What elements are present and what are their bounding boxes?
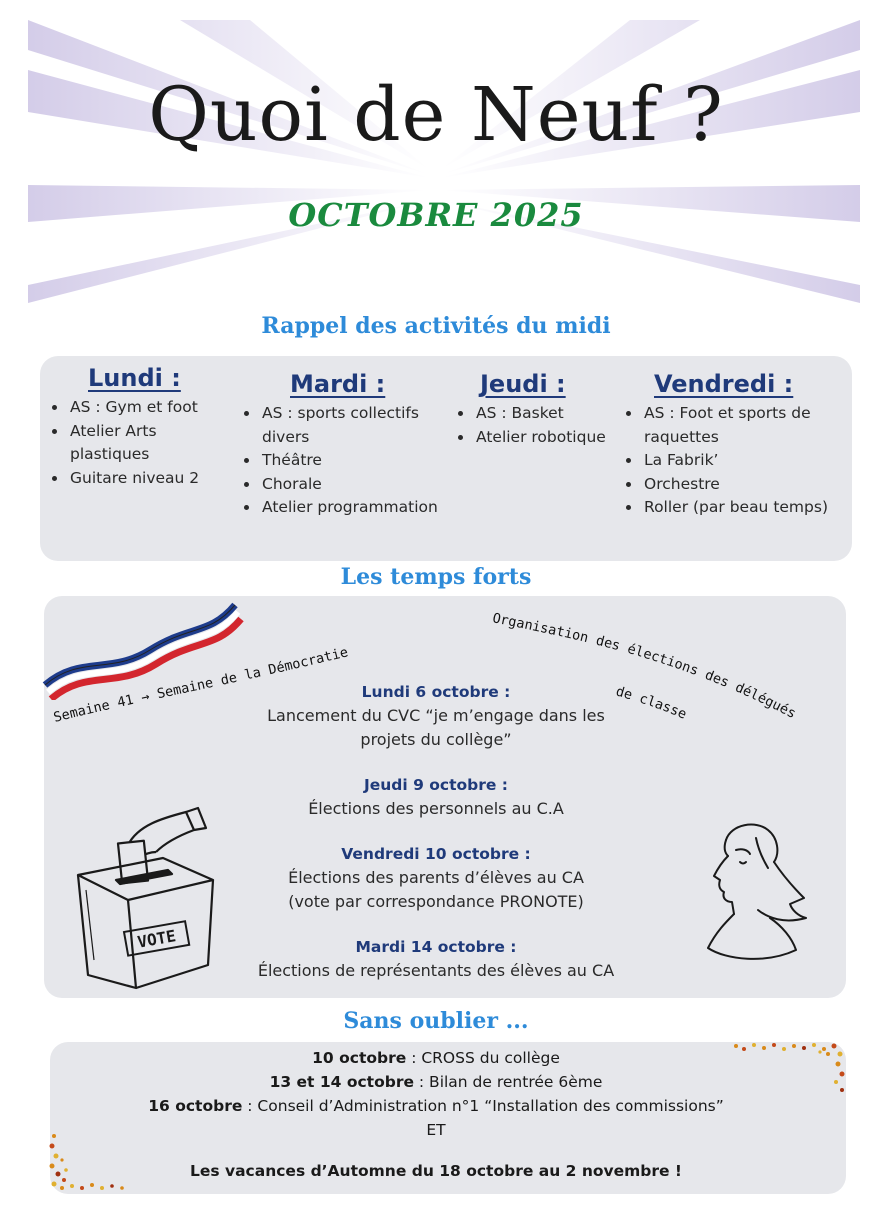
reminder-text: : Conseil d’Administration n°1 “Installation des commissions” <box>242 1097 724 1115</box>
day-title: Vendredi : <box>654 370 794 398</box>
list-item: • Chorale <box>260 473 452 497</box>
list-item: • La Fabrik’ <box>642 449 848 473</box>
highlights-heading: Les temps forts <box>340 564 532 590</box>
week-banner-text: Semaine 41 → Semaine de la Démocratie <box>51 644 350 726</box>
reminder-date: 10 octobre <box>312 1049 407 1067</box>
event-date: Jeudi 9 octobre : <box>363 776 509 794</box>
reminder-text: : Bilan de rentrée 6ème <box>413 1073 603 1091</box>
list-item: • Atelier robotique <box>474 426 626 450</box>
vote-label: VOTE <box>136 926 178 952</box>
event-date: Vendredi 10 octobre : <box>341 845 531 863</box>
event-item <box>0 680 872 752</box>
event-text: Élections de représentants des élèves au CA <box>257 961 615 980</box>
event-text: Élections des parents d’élèves au CA <box>288 868 584 887</box>
event-date: Lundi 6 octobre : <box>361 683 511 701</box>
reminder-date: 13 et 14 octobre <box>269 1073 414 1091</box>
holiday-announcement: Les vacances d’Automne du 18 octobre au 2 novembre ! <box>189 1162 683 1180</box>
list-item: • AS : Foot et sports de raquettes <box>642 402 848 449</box>
day-title: Lundi : <box>88 364 181 392</box>
day-title: Jeudi : <box>480 370 566 398</box>
reminder-item <box>0 1094 872 1118</box>
list-item: • Guitare niveau 2 <box>68 467 230 491</box>
month-title: OCTOBRE 2025 <box>288 196 584 234</box>
elections-banner-line1: Organisation des élections des délégués <box>491 610 799 723</box>
event-text: projets du collège” <box>360 730 512 749</box>
list-item: • Atelier programmation <box>260 496 452 520</box>
activities-heading: Rappel des activités du midi <box>261 313 611 339</box>
list-item: • AS : Gym et foot <box>68 396 230 420</box>
event-text: Élections des personnels au C.A <box>308 799 564 818</box>
marianne-icon <box>696 818 808 968</box>
list-item: • Théâtre <box>260 449 452 473</box>
list-item: • AS : sports collectifs divers <box>260 402 452 449</box>
list-item: • Orchestre <box>642 473 848 497</box>
reminder-text: : CROSS du collège <box>406 1049 560 1067</box>
list-item: • Roller (par beau temps) <box>642 496 848 520</box>
event-date: Mardi 14 octobre : <box>355 938 517 956</box>
reminder-item <box>0 1046 872 1070</box>
reminders-heading: Sans oublier ... <box>343 1008 529 1034</box>
list-item: • AS : Basket <box>474 402 626 426</box>
reminder-date: 16 octobre <box>148 1097 243 1115</box>
reminder-item <box>0 1070 872 1094</box>
ballot-box-icon <box>68 800 228 1000</box>
newsletter-title: Quoi de Neuf ? <box>148 72 724 158</box>
day-title: Mardi : <box>290 370 386 398</box>
list-item: • Atelier Arts plastiques <box>68 420 230 467</box>
reminders-list <box>0 1046 872 1142</box>
event-text: (vote par correspondance PRONOTE) <box>288 892 584 911</box>
reminder-connector: ET <box>426 1121 446 1139</box>
event-text: Lancement du CVC “je m’engage dans les <box>267 706 605 725</box>
elections-banner-line2: de classe <box>614 683 690 723</box>
